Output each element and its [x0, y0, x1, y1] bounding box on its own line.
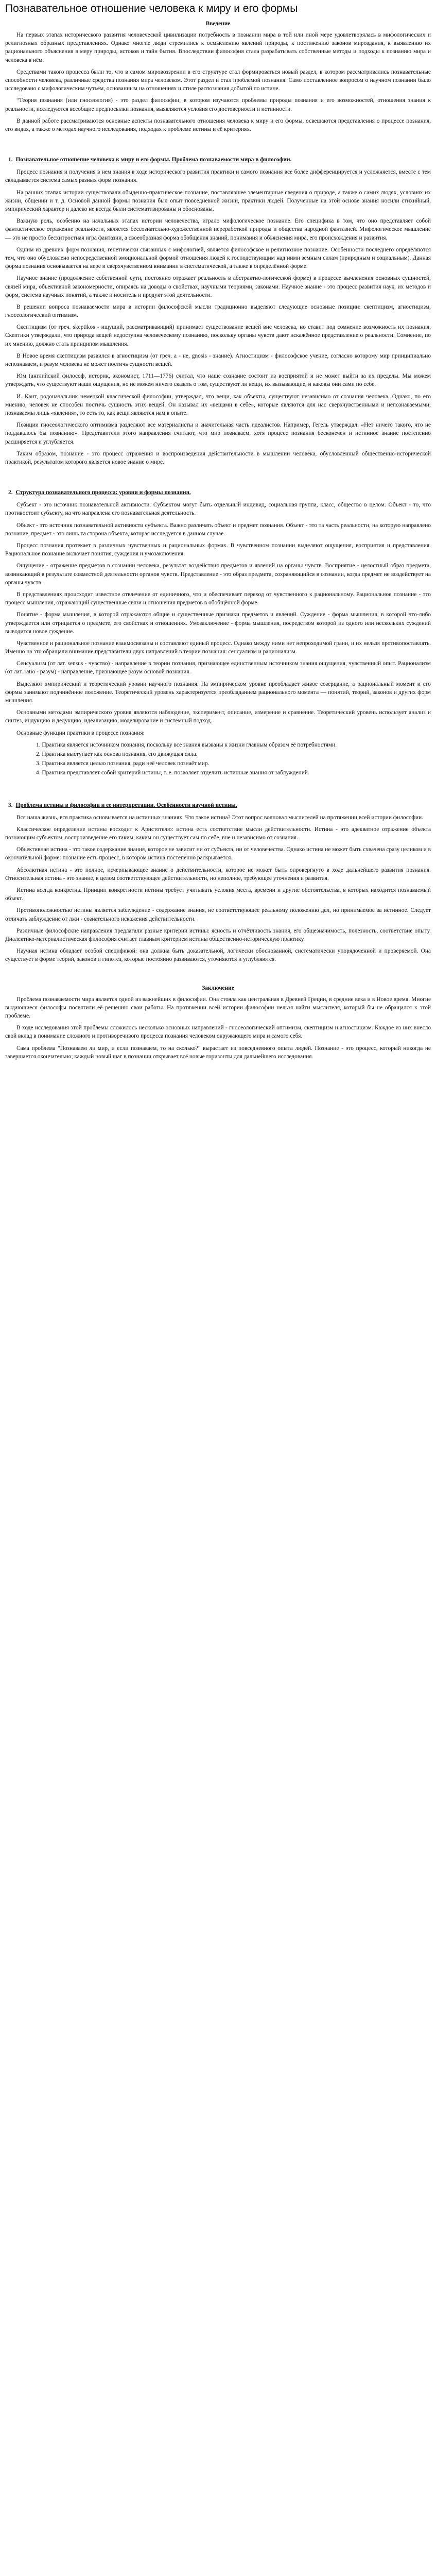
paragraph: Ощущение - отражение предметов в сознании человека, результат воздействия предметов и явлений на органы чувств. Восприятие - целостный образ предмета, возникающий в результате совместной деятельности органов чувств. Представление - это образ предмета, сохраняющийся в сознании, когда предмет не воздействует на органы чувств.: [5, 563, 431, 586]
section-gap: [5, 137, 431, 150]
list-item: 4. Практика представляет собой критерий истины, т. е. позволяет отделить истинные знания от заблуждений.: [36, 770, 309, 776]
section: [5, 20, 431, 133]
paragraph: Сама проблема "Познаваем ли мир, и если познаваем, то на сколько?" вырастает из повседневного опыта людей. Познание - это процесс, который никогда не завершается окончательно; каждый новый шаг в познании открывает всё новые горизонты для дальнейшего исследования.: [5, 1045, 431, 1060]
paragraph: Объект - это источник познавательной активности субъекта. Важно различать объект и предмет познания. Объект - это та часть реальности, на которую направлено познание, предмет - это лишь та сторона объекта, которая исследуется в данном случае.: [5, 522, 431, 537]
section-heading-text: Познавательное отношение человека к миру и его формы. Проблема познаваемости мира в философии.: [15, 157, 292, 163]
paragraph: “Теория познания (или гносеология) - это раздел философии, в котором изучаются проблемы природы познания и его возможностей, отношения знания к реальности, исследуются всеобщие предпосылки познания, выявляются условия его достоверности и истинности.: [5, 97, 431, 112]
section-heading: Введение: [205, 20, 231, 27]
paragraph: И. Кант, родоначальник немецкой классической философии, утверждал, что вещи, как объекты, существуют независимо от сознания человека. Однако, по его мнению, человек не способен постичь сущность этих вещей. Он называл их «вещами в себе», которые являются для нас сверхчувственными и непознаваемыми; познаваемы лишь «явления», то есть то, как вещи являются нам в опыте.: [5, 393, 431, 416]
paragraph: Средствами такого процесса были то, что в самом мировоззрении в его структуре стал формироваться новый раздел, в котором рассматривались познавательные способности человека, различные средства познания мира человеком. Этот раздел и стал проблемой познания. Само поставленное вопросом о научном познании было исследовано с мифологическим чутьём, основанным на отношениях и стиле распознания добытой по истине.: [5, 69, 431, 92]
section-number: 3.: [8, 802, 13, 808]
paragraph: Сенсуализм (от лат. sensus - чувство) - направление в теории познания, признающее единственным источником знания ощущения, чувственный опыт. Рационализм (от лат. ratio - разум) - направление, признающее разум основой познания.: [5, 660, 431, 675]
paragraph: Скептицизм (от греч. skeptikos - ищущий, рассматривающий) принимает существование вещей вне человека, но ставит под сомнение возможность их познания. Скептики утверждали, что природа вещей недоступна человеческому познанию, поскольку органы чувств дают искажённое представление о реальности. Сомнение, по их мнению, должно стать принципом мышления.: [5, 324, 431, 347]
paragraph: Противоположностью истины является заблуждение - содержание знания, не соответствующее реальному положению дел, но принимаемое за истинное. Следует отличать заблуждение от лжи - сознательного искажения действительности.: [5, 907, 431, 922]
section-heading-text: Проблема истины в философии и ее интерпретации. Особенности научной истины.: [15, 802, 237, 808]
paragraph: Абсолютная истина - это полное, исчерпывающее знание о действительности, которое не может быть опровергнуто в ходе дальнейшего развития познания. Относительная истина - это знание, в целом соответствующее действительности, но неполное, требующее уточнения и развития.: [5, 867, 431, 882]
section: [5, 137, 431, 466]
list-item: 3. Практика является целью познания, ради неё человек познаёт мир.: [36, 760, 210, 767]
paragraph: На первых этапах исторического развития человеческой цивилизации потребность в познании мира в той или иной мере удовлетворялась в мифологических и религиозных образных представлениях. Однако многие люди стремились к осмыслению явлений природы, к постижению законов мироздания, к выявлению их рационального объяснения в меру природы, истоков и тайн бытия. Впоследствии философия стала разрабатывать собственные методы и подходы к познанию мира и человека в нём.: [5, 32, 431, 63]
paragraph: Таким образом, познание - это процесс отражения и воспроизведения действительности в мышлении человека, обусловленный общественно-исторической практикой, результатом которого является новое знание о мире.: [5, 450, 431, 465]
section-heading-text: Структура познавательного процесса: уровни и формы познания.: [15, 489, 191, 496]
paragraph: В Новое время скептицизм развился в агностицизм (от греч. a - не, gnosis - знание). Агностицизм - философское учение, согласно которому мир принципиально непознаваем, и разум человека не может постичь сущности вещей.: [5, 352, 431, 367]
section-gap: [5, 783, 431, 796]
paragraph: Научное знание (продолжение собственной сути, постоянно отражает реальность в абстрактно-логической форме) в процессе вычленения основных сущностей, связей мира, объективной закономерности, опираясь на доводы о свойствах, научными теориями, законами. Научное знание - это процесс развития наук, их методов и форм, система научных понятий, а также и носитель и продукт этой деятельности.: [5, 275, 431, 298]
paragraph: Позиции гносеологического оптимизма разделяют все материалисты и значительная часть идеалистов. Например, Гегель утверждал: «Нет ничего такого, что не поддавалось бы познанию». Представители этого направления считают, что мир познаваем, хотя процесс познания бесконечен и истинное знание постепенно расширяется и углубляется.: [5, 422, 431, 445]
section-gap: [5, 968, 431, 981]
section: [5, 783, 431, 964]
paragraph: Классическое определение истины восходит к Аристотелю: истина есть соответствие мысли действительности. Истина - это адекватное отражение объекта познающим субъектом, воспроизведение его таким, каким он существует сам по себе, вне и независимо от сознания.: [5, 826, 431, 841]
section-number: 2.: [8, 489, 13, 496]
list-intro: Основные функции практики в процессе познания:: [16, 730, 145, 736]
paragraph: В решении вопроса познаваемости мира в истории философской мысли традиционно выделяют следующие основные позиции: скептицизм, агностицизм, гносеологический оптимизм.: [5, 303, 431, 319]
section: [5, 470, 431, 725]
section-heading: [5, 488, 431, 497]
section: [5, 729, 431, 777]
paragraph: Понятие - форма мышления, в которой отражаются общие и существенные признаки предметов и явлений. Суждение - форма мышления, в которой что-либо утверждается или отрицается о предмете, его свойствах и отношениях. Умозаключение - форма мышления, посредством которой из одного или нескольких суждений выводится новое суждение.: [5, 612, 431, 635]
paragraph: В представлениях происходит известное отвлечение от единичного, что и обеспечивает переход от чувственного к рациональному. Рациональное познание - это процесс мышления, отражающий существенные связи и отношения предметов в обобщённой форме.: [5, 591, 431, 606]
paragraph: Выделяют эмпирический и теоретический уровни научного познания. На эмпирическом уровне преобладает живое созерцание, а рациональный момент и его формы занимают подчинённое положение. Теоретический уровень характеризуется преобладанием рационального момента — понятий, теорий, законов и других форм мышления.: [5, 681, 431, 704]
section-number: 1.: [8, 157, 13, 163]
section-heading: [5, 801, 431, 809]
list-item: 1. Практика является источником познания, поскольку все знания вызваны к жизни главным образом её потребностями.: [36, 741, 337, 748]
paragraph: Истина всегда конкретна. Принцип конкретности истины требует учитывать условия места, времени и другие обстоятельства, в которых находится познаваемый объект.: [5, 887, 431, 902]
list-item: 2. Практика выступает как основа познания, его движущая сила.: [36, 751, 198, 757]
paragraph: Различные философские направления предлагали разные критерии истины: ясность и отчётливость знания, его общезначимость, полезность, соответствие опыту. Диалектико-материалистическая философия считает главным критерием истины общественно-историческую практику.: [5, 927, 431, 942]
paragraph: Процесс познания протекает в различных чувственных и рациональных формах. В чувственном познании выделяют ощущения, восприятия и представления. Рациональное познание включает понятия, суждения и умозаключения.: [5, 543, 431, 557]
paragraph: Юм (английский философ, историк, экономист, 1711—1776) считал, что наше сознание состоит из восприятий и не может выйти за их пределы. Мы можем утверждать, что существуют наши ощущения, но не можем ничего сказать о том, существуют ли вещи, их вызывающие, и каковы они сами по себе.: [5, 373, 431, 388]
paragraph: В данной работе рассматриваются основные аспекты познавательного отношения человека к миру и его формы, освещаются представления о процессе познания, его видах, а также о методах научного исследования, подходах к проблеме истины и её критериях.: [5, 117, 431, 132]
paragraph: Субъект - это источник познавательной активности. Субъектом могут быть отдельный индивид, социальная группа, класс, общество в целом. Объект - то, что противостоит субъекту, на что направлена его познавательная деятельность.: [5, 502, 431, 517]
paragraph: Научная истина обладает особой спецификой: она должна быть доказательной, логически обоснованной, систематически упорядоченной и проверяемой. Она существует в форме теорий, законов и гипотез, которые постоянно развиваются, уточняются и углубляются.: [5, 948, 431, 963]
paragraph: Процесс познания и получения в нем знания в ходе исторического развития практики и самого познания все более дифференцируется и усложняется, вместе с тем складывается система самых разных форм познания.: [5, 169, 431, 184]
paragraph: Важную роль, особенно на начальных этапах истории человечества, играло мифологическое познание. Его специфика в том, что оно представляет собой фантастическое отражение реальности, является бессознательно-художественной переработкой природы и общества народной фантазией. Мифологическое мышление — это не просто бесхитростная игра фантазии, а своеобразная форма обобщения знаний, понимания и объяснения мира, его происхождения и развития.: [5, 218, 431, 241]
section-gap: [5, 470, 431, 483]
paragraph: На ранних этапах истории существовали обыденно-практическое познание, поставлявшее элементарные сведения о природе, а также о самих людях, условиях их жизни, общении и т. д. Основой данной формы познания был опыт повседневной жизни, практики людей. Полученные на этой основе знания носили стихийный, эмпирический характер и далеко не всегда были систематизированы и обоснованы.: [5, 189, 431, 212]
paragraph: Одним из древних форм познания, генетически связанных с мифологией, является философское и религиозное познание. Особенности последнего определяются тем, что оно обусловлено непосредственной эмоциональной формой отношения людей к господствующим над ними земным силам (природным и социальным). Данная форма познания основывается на вере и сверхчувственном внимании в систематической, а также в определённой форме.: [5, 246, 431, 270]
document-page: [0, 1, 436, 1070]
document-body: [5, 20, 431, 1061]
section-heading: [5, 156, 431, 164]
paragraph: В ходе исследования этой проблемы сложилось несколько основных направлений - гносеологический оптимизм, скептицизм и агностицизм. Каждое из них внесло свой вклад в понимание сложного и противоречивого процесса познания человеком окружающего мира и самого себя.: [5, 1025, 431, 1040]
section: [5, 968, 431, 1061]
paragraph: Проблема познаваемости мира является одной из важнейших в философии. Она стояла как центральная в Древней Греции, в средние века и в Новое время. Многие выдающиеся философы посвятили её решению свои работы. На протяжении всей истории философии нельзя найти мыслителя, который бы не обращался к этой проблеме.: [5, 996, 431, 1020]
paragraph: Основными методами эмпирического уровня являются наблюдение, эксперимент, описание, измерение и сравнение. Теоретический уровень использует анализ и синтез, индукцию и дедукцию, идеализацию, моделирование и системный подход.: [5, 709, 431, 724]
paragraph: Чувственное и рациональное познание взаимосвязаны и составляют единый процесс. Однако между ними нет непроходимой грани, и их нельзя противопоставлять. Именно на это обращали внимание представители двух направлений в теории познания: сенсуализм и рационализм.: [5, 640, 431, 655]
paragraph: Вся наша жизнь, вся практика основывается на истинных знаниях. Что такое истина? Этот вопрос волновал мыслителей на протяжении всей истории философии.: [16, 814, 424, 821]
paragraph: Объективная истина - это такое содержание знания, которое не зависит ни от субъекта, ни от человечества. Однако истина не может быть схвачена сразу целиком и в окончательной форме: познание есть процесс, в котором истина постепенно раскрывается.: [5, 846, 431, 861]
page-title: Познавательное отношение человека к миру и его формы: [5, 3, 298, 14]
section-heading: Заключение: [202, 985, 234, 991]
numbered-list: [36, 741, 431, 777]
